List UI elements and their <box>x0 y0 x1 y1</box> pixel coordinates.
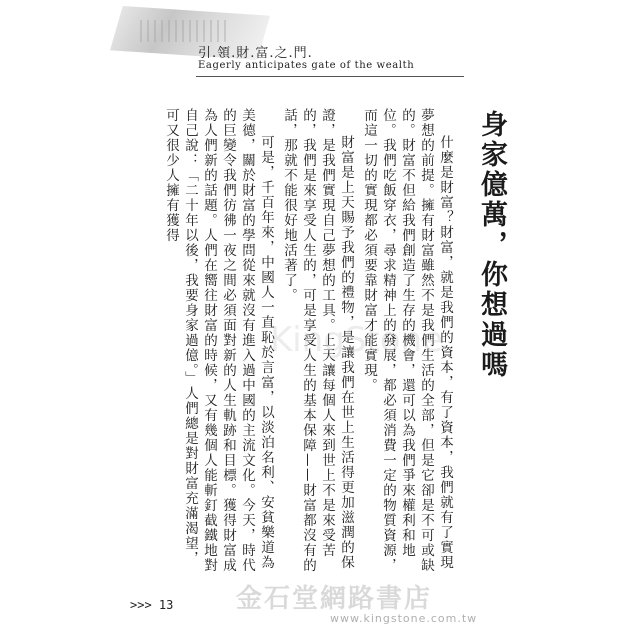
body-paragraph: 財富是上天賜予我們的禮物，是讓我們在世上生活得更加滋潤的保證，是我們實現自己夢想的工具。上天讓每個人來到世上不是來受苦的，我們是來享受人生的，可是享受人生的基本保障——財富都沒有的話，那就不能很好地活著了。 <box>281 108 354 573</box>
page-number: >>> 13 <box>130 598 174 612</box>
running-header-title: 引.領.財.富.之.門. <box>198 46 313 61</box>
watermark-brand: 金石堂網路書店 <box>236 584 433 614</box>
running-header-subtitle: Eagerly anticipates gate of the wealth <box>198 60 415 71</box>
header-divider <box>196 76 464 77</box>
body-paragraph: 什麼是財富？財富，就是我們的資本，有了資本，我們就有了實現夢想的前提。擁有財富雖然不是我們生活的全部，但是它卻是不可或缺的。財富不但給我們創造了生存的機會，還可以為我們爭來權利和地位。我們吃飯穿衣，尋求精神上的發展，都必須消費一定的物質資源，而這一切的實現都必須要靠財富才能實現。 <box>361 108 453 573</box>
body-paragraph: 可是，千百年來，中國人一直恥於言富，以淡泊名利、安貧樂道為美德，關於財富的學問從來就沒有進入過中國的主流文化。今天，時代的巨變令我們彷彿一夜之間必須面對新的人生軌跡和目標。獲得財富成為人們新的話題。人們在嚮往財富的時候，又有幾個人能斬釘截鐵地對自己說：「二十年以後，我要身家過億。」人們總是對財富充滿渴望，可又很少人擁有獲得 <box>163 108 274 573</box>
watermark-brand-en: KingStone <box>270 320 444 360</box>
chapter-title: 身家億萬，你想過嗎 <box>476 110 507 380</box>
watermark-url: www.kingstone.com.tw <box>330 612 478 625</box>
